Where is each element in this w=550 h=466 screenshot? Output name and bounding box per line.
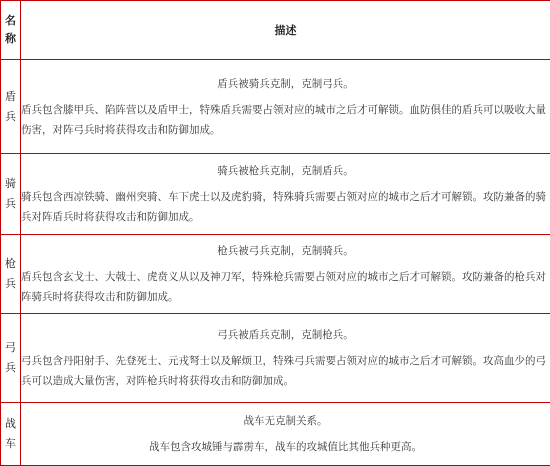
counter-relation: 盾兵被骑兵克制，克制弓兵。	[21, 74, 550, 94]
table-row	[1, 403, 550, 466]
unit-detail: 盾兵包含玄戈士、大戟士、虎贲义从以及神刀军，特殊枪兵需要占领对应的城市之后才可解锁。攻防兼备的枪兵对阵骑兵时将获得攻击和防御加成。	[21, 267, 550, 307]
table-row	[1, 314, 550, 403]
table-row	[1, 60, 550, 154]
unit-detail: 骑兵包含西凉铁骑、幽州突骑、车下虎士以及虎豹骑，特殊骑兵需要占领对应的城市之后才可解锁。攻防兼备的骑兵对阵盾兵时将获得攻击和防御加成。	[21, 187, 550, 227]
header-row	[1, 1, 550, 60]
table-row	[1, 235, 550, 314]
unit-description	[21, 314, 550, 403]
unit-name: 战车	[1, 403, 21, 466]
unit-detail: 战车包含攻城锤与霹雳车，战车的攻城值比其他兵种更高。	[21, 437, 550, 457]
name-column-header: 名称	[1, 1, 21, 60]
unit-description	[21, 403, 550, 466]
unit-name: 弓兵	[1, 314, 21, 403]
unit-name: 盾兵	[1, 60, 21, 154]
counter-relation: 骑兵被枪兵克制，克制盾兵。	[21, 161, 550, 181]
unit-description	[21, 60, 550, 154]
counter-relation: 战车无克制关系。	[21, 411, 550, 431]
description-column-header: 描述	[21, 1, 550, 60]
unit-name: 枪兵	[1, 235, 21, 314]
table-row	[1, 154, 550, 235]
unit-name: 骑兵	[1, 154, 21, 235]
unit-detail: 盾兵包含膝甲兵、陷阵营以及盾甲士，特殊盾兵需要占领对应的城市之后才可解锁。血防俱佳的盾兵可以吸收大量伤害，对阵弓兵时将获得攻击和防御加成。	[21, 100, 550, 140]
counter-relation: 枪兵被弓兵克制，克制骑兵。	[21, 241, 550, 261]
unit-description	[21, 235, 550, 314]
unit-detail: 弓兵包含丹阳射手、先登死士、元戎弩士以及解烦卫，特殊弓兵需要占领对应的城市之后才可解锁。攻高血少的弓兵可以造成大量伤害，对阵枪兵时将获得攻击和防御加成。	[21, 351, 550, 391]
unit-description	[21, 154, 550, 235]
counter-relation: 弓兵被盾兵克制，克制枪兵。	[21, 325, 550, 345]
